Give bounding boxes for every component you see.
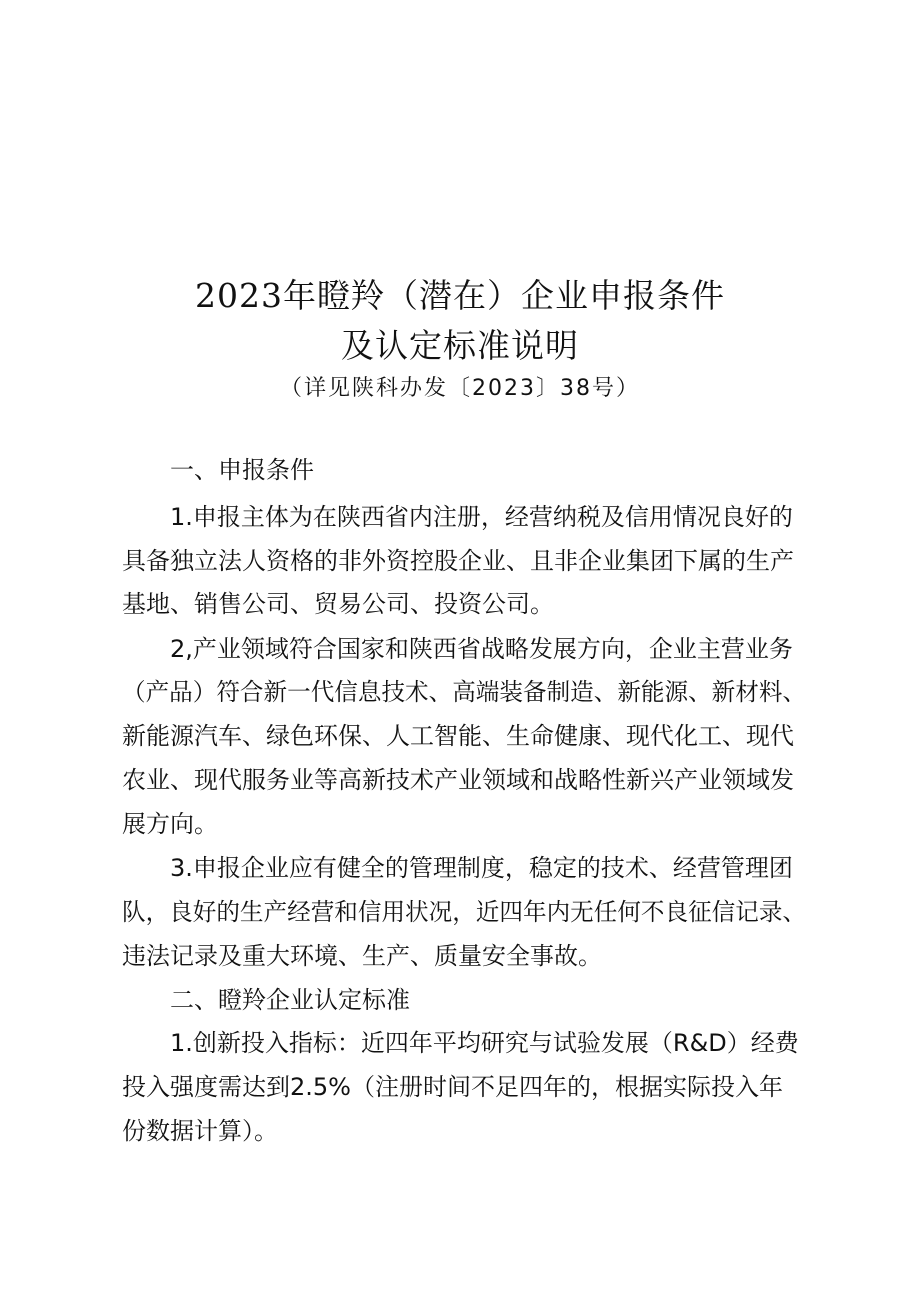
body-line: 3.申报企业应有健全的管理制度，稳定的技术、经营管理团 [122,854,793,882]
body-line: 投入强度需达到2.5%（注册时间不足四年的，根据实际投入年 [122,1073,783,1101]
body-line: 队，良好的生产经营和信用状况，近四年内无任何不良征信记录、 [122,898,807,926]
body-line: 新能源汽车、绿色环保、人工智能、生命健康、现代化工、现代 [122,722,794,750]
body-line: 农业、现代服务业等高新技术产业领域和战略性新兴产业领域发 [122,766,794,794]
body-line: 1.创新投入指标：近四年平均研究与试验发展（R&D）经费 [122,1029,799,1057]
section-heading-standards: 二、瞪羚企业认定标准 [122,986,410,1014]
body-line: 具备独立法人资格的非外资控股企业、且非企业集团下属的生产 [122,547,794,575]
document-reference-note: （详见陕科办发〔2023〕38号） [280,376,640,401]
body-line: 违法记录及重大环境、生产、质量安全事故。 [122,942,602,970]
body-line: 2,产业领域符合国家和陕西省战略发展方向，企业主营业务 [122,635,793,663]
section-heading-conditions: 一、申报条件 [122,456,314,484]
body-line: 基地、销售公司、贸易公司、投资公司。 [122,590,554,618]
document-title-line-2: 及认定标准说明 [341,326,579,365]
document-title-line-1: 2023年瞪羚（潜在）企业申报条件 [195,276,725,315]
body-line: 份数据计算）。 [122,1117,278,1145]
body-line: 展方向。 [122,810,218,838]
body-line: 1.申报主体为在陕西省内注册，经营纳税及信用情况良好的 [122,503,793,531]
body-line: （产品）符合新一代信息技术、高端装备制造、新能源、新材料、 [122,678,807,706]
